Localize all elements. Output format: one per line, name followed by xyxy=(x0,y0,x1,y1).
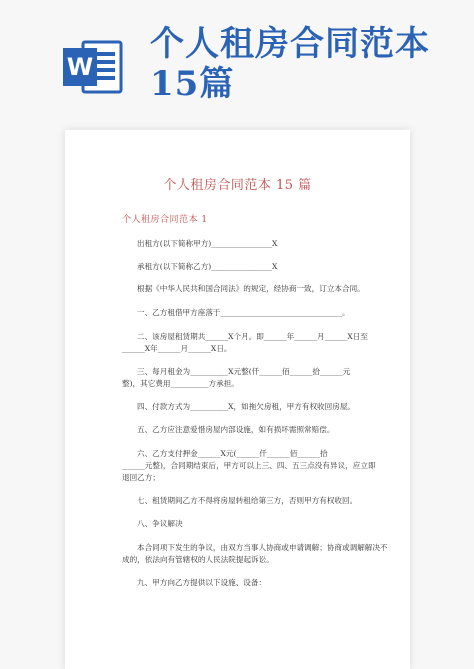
word-icon xyxy=(63,38,125,96)
intro-line: 根据《中华人民共和国合同法》的规定，经协商一致，订立本合同。 xyxy=(137,284,365,293)
clause-2-cont: ______X年______月______X日。 xyxy=(122,344,232,353)
dispute-line: 本合同项下发生的争议，由双方当事人协商或申请调解；协商或调解解决不 xyxy=(137,543,388,552)
clause-9: 九、甲方向乙方提供以下设施、设备： xyxy=(137,578,267,587)
clause-3-cont: 整)，其它费用__________方承担。 xyxy=(122,379,239,388)
lessor-line: 出租方(以下简称甲方)________________X xyxy=(137,239,278,248)
clause-4: 四、付款方式为__________X，如拖欠房租，甲方有权收回房屋。 xyxy=(137,402,356,411)
clause-1: 一、乙方租借甲方座落于________________________________。 xyxy=(137,308,350,317)
document-title: 个人租房合同范本 15 篇 xyxy=(163,178,312,193)
clause-6-end: 退回乙方； xyxy=(122,473,160,482)
clause-5: 五、乙方应注意爱惜房屋内部设施，如有损坏需照常赔偿。 xyxy=(137,425,335,434)
clause-7: 七、租赁期间乙方不得将房屋转租给第三方，否则甲方有权收回。 xyxy=(137,496,358,505)
clause-8: 八、争议解决 xyxy=(137,519,183,528)
clause-6-cont: ______元整)，合同期结束后，甲方可以上三、四、五三点没有异议，应立即 xyxy=(122,461,376,470)
svg-text:W: W xyxy=(66,53,94,81)
clause-6: 六、乙方支付押金______X元(______仟______佰______拾 xyxy=(137,449,328,458)
clause-3: 三、每月租金为__________X元整(仟______佰______拾______元 xyxy=(137,367,351,376)
clause-2: 二、该房屋租赁期共______X个月。即______年______月______X日至 xyxy=(137,332,369,341)
lessee-line: 承租方(以下简称乙方)________________X xyxy=(137,262,278,271)
header-title: 个人租房合同范本15篇 xyxy=(150,24,430,104)
section-heading: 个人租房合同范本 1 xyxy=(122,215,208,225)
dispute-line-cont: 成的，依法向有管辖权的人民法院提起诉讼。 xyxy=(122,555,274,564)
header xyxy=(0,0,474,120)
document-page xyxy=(65,130,410,669)
